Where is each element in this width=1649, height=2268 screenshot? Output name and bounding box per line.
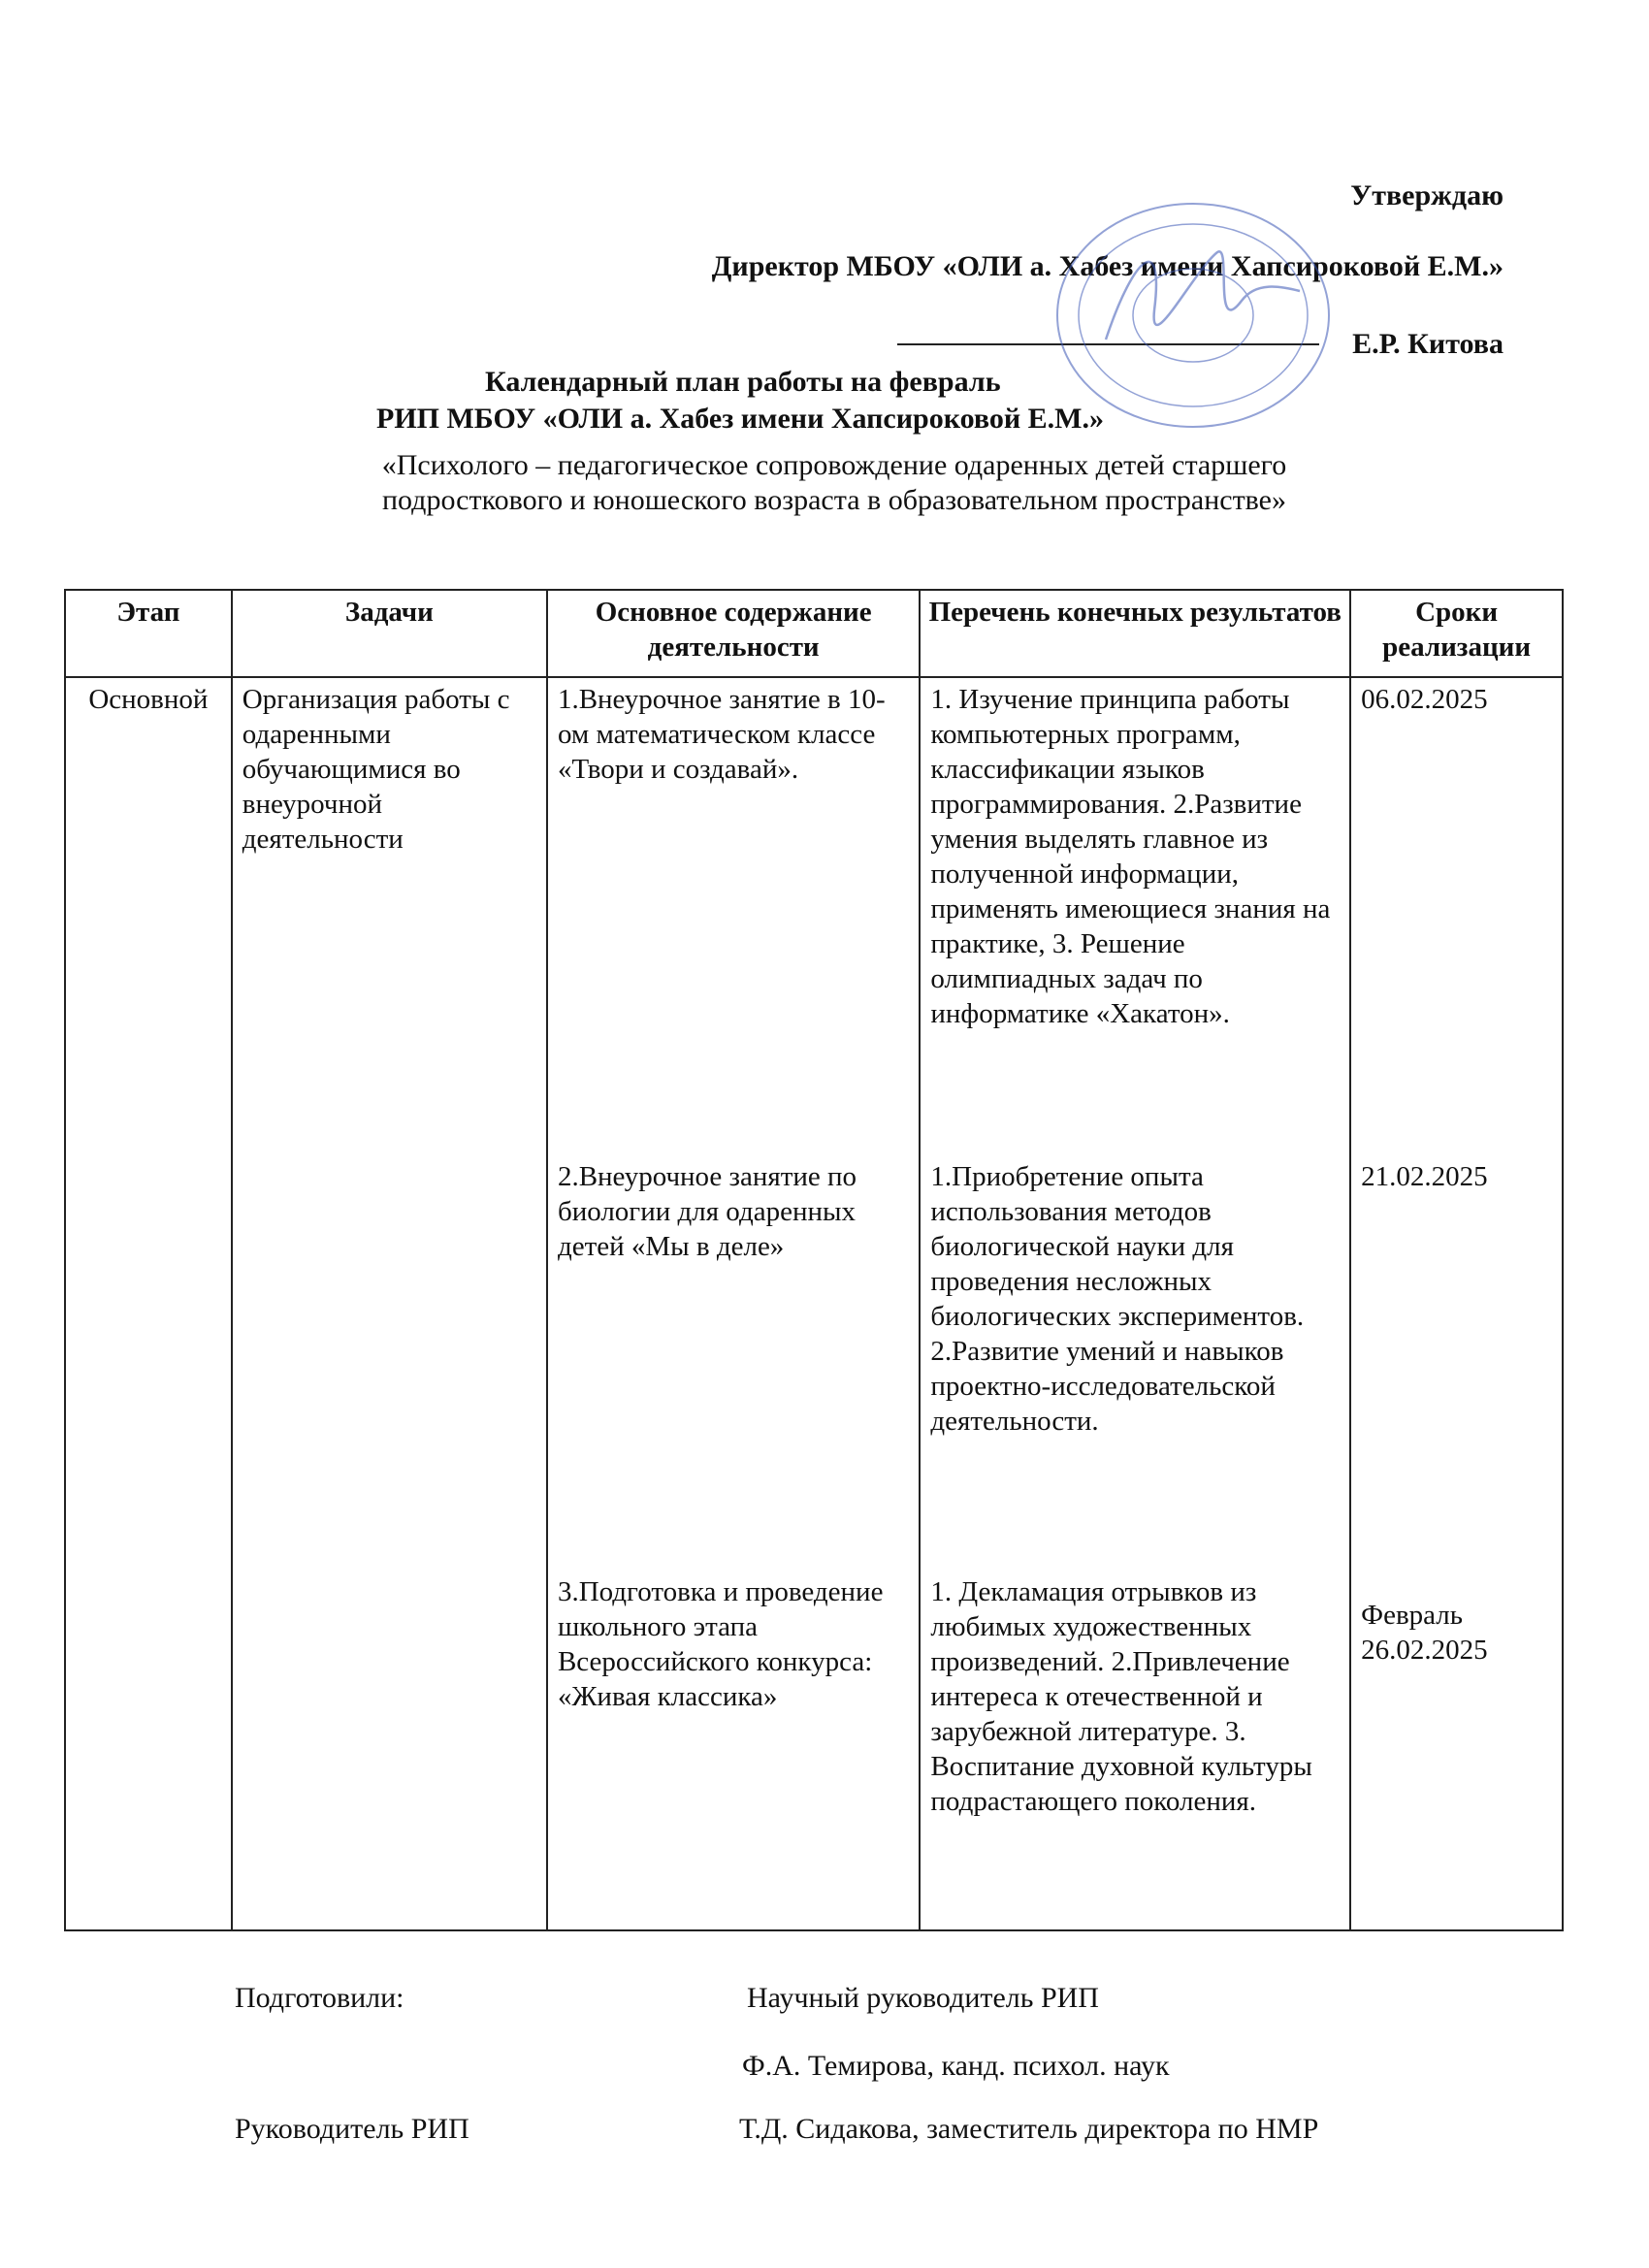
header-tasks: Задачи — [232, 590, 547, 677]
topic-line-2: подросткового и юношеского возраста в образовательном пространстве» — [381, 484, 1286, 516]
approval-label: Утверждаю — [1350, 179, 1504, 211]
content-item-1: 1.Внеурочное занятие в 10-ом математическом классе «Твори и создавай». — [557, 684, 886, 785]
scientific-head-name: Ф.А. Темирова, канд. психол. наук — [742, 2050, 1170, 2082]
content-item-3: 3.Подготовка и проведение школьного этапа Всероссийского конкурса: «Живая классика» — [557, 1576, 884, 1712]
results-cell — [920, 677, 1350, 1930]
date-item-2: 21.02.2025 — [1361, 1161, 1488, 1192]
header-stage: Этап — [65, 590, 232, 677]
work-plan-table — [64, 589, 1564, 1931]
table-header-row — [65, 590, 1563, 677]
task-cell: Организация работы с одаренными обучающимися во внеурочной деятельности — [232, 677, 547, 1930]
topic-line-1: «Психолого – педагогическое сопровождение одаренных детей старшего — [381, 449, 1287, 481]
result-item-3: 1. Декламация отрывков из любимых художественных произведений. 2.Привлечение интереса к отечественной и зарубежной литературе. 3. Воспитание духовной культуры подрастающего поколения. — [930, 1576, 1312, 1817]
content-cell — [547, 677, 920, 1930]
header-content: Основное содержание деятельности — [547, 590, 920, 677]
document-subtitle: РИП МБОУ «ОЛИ а. Хабез имени Хапсироковой Е.М.» — [376, 403, 1104, 435]
signer-name: Е.Р. Китова — [1352, 328, 1504, 360]
content-item-2: 2.Внеурочное занятие по биологии для одаренных детей «Мы в деле» — [557, 1161, 857, 1262]
director-line: Директор МБОУ «ОЛИ а. Хабез имени Хапсироковой Е.М.» — [711, 250, 1504, 282]
project-topic — [320, 448, 1348, 518]
date-item-3: 26.02.2025 — [1361, 1635, 1488, 1666]
result-item-1: 1. Изучение принципа работы компьютерных программ, классификации языков программирования. 2.Развитие умения выделять главное из полученной информации, применять имеющиеся знания на практике, 3. Решение олимпиадных задач по информатике «Хакатон». — [930, 684, 1331, 1029]
header-results: Перечень конечных результатов — [920, 590, 1350, 677]
header-dates: Сроки реализации — [1350, 590, 1563, 677]
stage-cell: Основной — [65, 677, 232, 1930]
table-row — [65, 677, 1563, 1930]
dates-cell — [1350, 677, 1563, 1930]
prepared-by-label: Подготовили: — [235, 1982, 404, 2014]
scientific-head-title: Научный руководитель РИП — [747, 1982, 1099, 2014]
date-item-1: 06.02.2025 — [1361, 684, 1488, 715]
date-item-3-month: Февраль — [1361, 1600, 1463, 1631]
document-title: Календарный план работы на февраль — [485, 366, 1001, 398]
rip-head-name: Т.Д. Сидакова, заместитель директора по НМР — [739, 2113, 1319, 2145]
rip-head-title: Руководитель РИП — [235, 2113, 469, 2145]
official-seal-stamp — [1048, 194, 1339, 437]
result-item-2: 1.Приобретение опыта использования методов биологической науки для проведения несложных биологических экспериментов. 2.Развитие умений и навыков проектно-исследовательской деятельности. — [930, 1161, 1305, 1437]
